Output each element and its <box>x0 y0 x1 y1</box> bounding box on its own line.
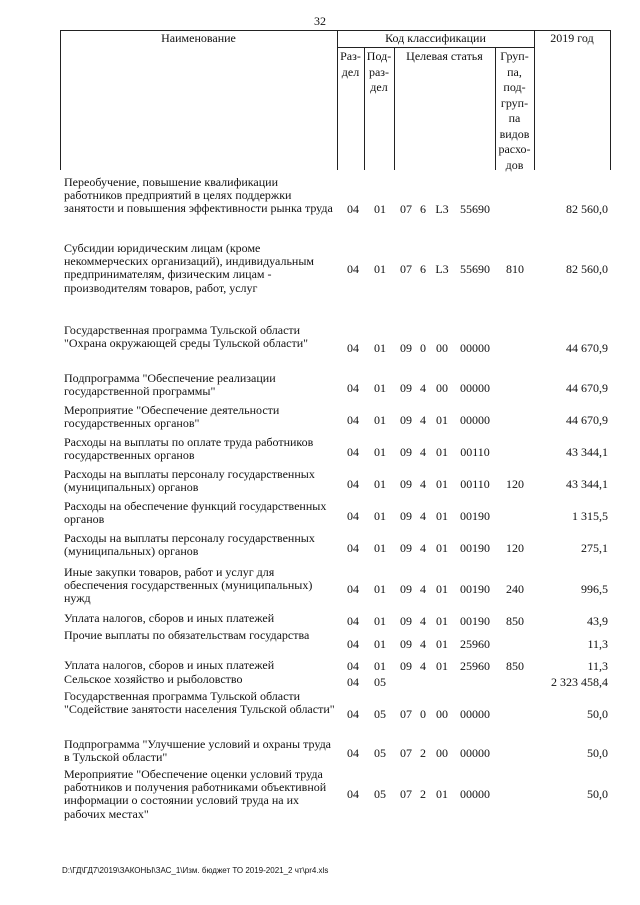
row-code-pr: 05 <box>374 675 386 689</box>
table-row <box>60 532 620 564</box>
row-sum-2019: 2 323 458,4 <box>551 675 608 689</box>
row-code-cs2: 2 <box>420 787 426 801</box>
table-row <box>60 242 620 296</box>
row-code-rz: 04 <box>347 381 359 395</box>
table-row <box>60 566 620 612</box>
row-code-cs2: 4 <box>420 477 426 491</box>
row-code-cs4: 00000 <box>460 413 490 427</box>
row-code-pr: 01 <box>374 445 386 459</box>
row-code-pr: 05 <box>374 707 386 721</box>
row-sum-2019: 1 315,5 <box>572 509 608 523</box>
row-code-cs1: 09 <box>400 582 412 596</box>
row-sum-2019: 11,3 <box>587 637 608 651</box>
row-code-cs2: 4 <box>420 614 426 628</box>
row-code-rz: 04 <box>347 787 359 801</box>
row-code-cs3: 01 <box>436 541 448 555</box>
row-code-rz: 04 <box>347 659 359 673</box>
row-code-cs2: 4 <box>420 659 426 673</box>
row-code-pr: 01 <box>374 509 386 523</box>
row-code-pr: 01 <box>374 413 386 427</box>
table-row <box>60 738 620 768</box>
row-code-cs4: 00000 <box>460 341 490 355</box>
table-row <box>60 690 620 738</box>
row-name: Уплата налогов, сборов и иных платежей <box>64 658 275 672</box>
row-code-rz: 04 <box>347 477 359 491</box>
row-code-cs1: 09 <box>400 614 412 628</box>
row-code-cs1: 09 <box>400 341 412 355</box>
row-code-rz: 04 <box>347 413 359 427</box>
row-code-pr: 01 <box>374 614 386 628</box>
row-name: Мероприятие "Обеспечение оценки условий труда работников и получения работниками объективной информации о состоянии условий труда на их рабочих местах" <box>64 767 327 821</box>
row-name: Переобучение, повышение квалификации работников предприятий в целях поддержки занятости и повышения эффективности рынка труда <box>64 175 333 216</box>
row-sum-2019: 82 560,0 <box>566 262 608 276</box>
row-code-pr: 01 <box>374 341 386 355</box>
row-sum-2019: 44 670,9 <box>566 413 608 427</box>
row-sum-2019: 50,0 <box>587 787 608 801</box>
row-code-pr: 01 <box>374 582 386 596</box>
row-code-cs4: 25960 <box>460 659 490 673</box>
row-code-cs2: 4 <box>420 381 426 395</box>
row-code-cs3: L3 <box>435 262 449 276</box>
row-code-rz: 04 <box>347 675 359 689</box>
row-code-cs4: 00190 <box>460 614 490 628</box>
row-code-cs4: 00000 <box>460 381 490 395</box>
row-code-cs1: 07 <box>400 707 412 721</box>
row-name: Расходы на обеспечение функций государственных органов <box>64 499 327 527</box>
row-code-rz: 04 <box>347 262 359 276</box>
row-code-rz: 04 <box>347 202 359 216</box>
table-row <box>60 436 620 468</box>
row-code-cs3: 00 <box>436 746 448 760</box>
row-code-pr: 01 <box>374 637 386 651</box>
header-name: Наименование <box>161 31 236 45</box>
row-code-cs2: 4 <box>420 582 426 596</box>
table-row <box>60 468 620 500</box>
row-code-cs4: 00110 <box>460 445 490 459</box>
row-sum-2019: 44 670,9 <box>566 341 608 355</box>
row-name: Сельское хозяйство и рыболовство <box>64 672 243 686</box>
row-code-cs4: 55690 <box>460 262 490 276</box>
table-row <box>60 372 620 404</box>
table-header <box>60 30 611 170</box>
row-code-cs3: 01 <box>436 413 448 427</box>
row-code-vr: 120 <box>506 477 524 491</box>
row-code-cs3: 01 <box>436 659 448 673</box>
row-code-rz: 04 <box>347 541 359 555</box>
table-row <box>60 768 620 820</box>
row-code-cs2: 6 <box>420 262 426 276</box>
header-classification: Код классификации <box>385 31 486 45</box>
row-code-cs1: 07 <box>400 202 412 216</box>
row-code-cs4: 00000 <box>460 787 490 801</box>
row-name: Расходы на выплаты по оплате труда работников государственных органов <box>64 435 314 463</box>
row-code-vr: 850 <box>506 614 524 628</box>
row-code-vr: 810 <box>506 262 524 276</box>
row-code-cs1: 09 <box>400 659 412 673</box>
row-code-cs1: 09 <box>400 541 412 555</box>
row-code-cs3: 01 <box>436 477 448 491</box>
row-code-rz: 04 <box>347 582 359 596</box>
row-code-cs3: 01 <box>436 582 448 596</box>
row-code-pr: 01 <box>374 262 386 276</box>
row-sum-2019: 44 670,9 <box>566 381 608 395</box>
row-name: Уплата налогов, сборов и иных платежей <box>64 611 275 625</box>
row-sum-2019: 43 344,1 <box>566 477 608 491</box>
row-code-cs1: 09 <box>400 413 412 427</box>
row-code-cs4: 00110 <box>460 477 490 491</box>
row-code-pr: 01 <box>374 541 386 555</box>
header-podrazdel: Под- раз- дел <box>366 49 392 94</box>
table-row <box>60 659 620 673</box>
row-code-cs2: 6 <box>420 202 426 216</box>
row-name: Государственная программа Тульской области "Содействие занятости населения Тульской области" <box>64 689 335 717</box>
header-year: 2019 год <box>550 31 594 45</box>
row-sum-2019: 11,3 <box>587 659 608 673</box>
row-name: Прочие выплаты по обязательствам государства <box>64 628 310 642</box>
row-sum-2019: 43,9 <box>587 614 608 628</box>
row-code-cs1: 09 <box>400 509 412 523</box>
row-code-cs1: 09 <box>400 477 412 491</box>
row-code-cs1: 09 <box>400 637 412 651</box>
row-code-cs3: 01 <box>436 509 448 523</box>
row-name: Государственная программа Тульской области "Охрана окружающей среды Тульской области" <box>64 323 309 351</box>
row-code-cs1: 07 <box>400 262 412 276</box>
row-code-pr: 05 <box>374 787 386 801</box>
row-code-pr: 01 <box>374 477 386 491</box>
row-code-cs3: 01 <box>436 787 448 801</box>
row-name: Иные закупки товаров, работ и услуг для обеспечения государственных (муниципальных) нужд <box>64 565 313 606</box>
row-code-cs2: 2 <box>420 746 426 760</box>
table-row <box>60 404 620 436</box>
row-code-cs1: 09 <box>400 381 412 395</box>
table-row <box>60 324 620 372</box>
row-code-cs3: 01 <box>436 445 448 459</box>
row-name: Подпрограмма "Улучшение условий и охраны труда в Тульской области" <box>64 737 331 765</box>
row-code-cs4: 00190 <box>460 509 490 523</box>
row-name: Подпрограмма "Обеспечение реализации государственной программы" <box>64 371 276 399</box>
row-code-rz: 04 <box>347 341 359 355</box>
row-code-cs2: 4 <box>420 541 426 555</box>
row-sum-2019: 50,0 <box>587 707 608 721</box>
row-code-cs1: 07 <box>400 787 412 801</box>
row-code-cs3: L3 <box>435 202 449 216</box>
table-row <box>60 629 620 659</box>
row-code-rz: 04 <box>347 746 359 760</box>
row-sum-2019: 996,5 <box>581 582 608 596</box>
row-code-cs2: 4 <box>420 509 426 523</box>
row-code-cs4: 00000 <box>460 707 490 721</box>
row-sum-2019: 275,1 <box>581 541 608 555</box>
row-code-rz: 04 <box>347 614 359 628</box>
row-code-cs4: 00190 <box>460 582 490 596</box>
row-code-vr: 240 <box>506 582 524 596</box>
row-code-cs3: 00 <box>436 381 448 395</box>
row-code-cs1: 09 <box>400 445 412 459</box>
row-code-rz: 04 <box>347 445 359 459</box>
row-code-pr: 01 <box>374 381 386 395</box>
row-name: Расходы на выплаты персоналу государственных (муниципальных) органов <box>64 467 315 495</box>
row-code-cs3: 00 <box>436 341 448 355</box>
row-name: Субсидии юридическим лицам (кроме некоммерческих организаций), индивидуальным предпринимателям, физическим лицам - производителям товаров, работ, услуг <box>64 241 314 295</box>
row-code-rz: 04 <box>347 707 359 721</box>
row-code-vr: 120 <box>506 541 524 555</box>
row-code-cs4: 00190 <box>460 541 490 555</box>
row-sum-2019: 82 560,0 <box>566 202 608 216</box>
table-row <box>60 500 620 532</box>
row-code-cs2: 4 <box>420 445 426 459</box>
row-code-cs3: 00 <box>436 707 448 721</box>
row-sum-2019: 43 344,1 <box>566 445 608 459</box>
row-code-cs1: 07 <box>400 746 412 760</box>
row-code-rz: 04 <box>347 509 359 523</box>
row-name: Расходы на выплаты персоналу государственных (муниципальных) органов <box>64 531 315 559</box>
row-code-cs2: 0 <box>420 341 426 355</box>
row-sum-2019: 50,0 <box>587 746 608 760</box>
row-code-cs3: 01 <box>436 637 448 651</box>
table-row <box>60 612 620 629</box>
row-code-cs2: 0 <box>420 707 426 721</box>
row-code-pr: 01 <box>374 202 386 216</box>
header-razdel: Раз- дел <box>340 49 361 79</box>
row-code-cs3: 01 <box>436 614 448 628</box>
row-code-cs4: 00000 <box>460 746 490 760</box>
file-path-footer: D:\ГД\ГД7\2019\ЗАКОНЫ\ЗАС_1\Изм. бюджет ТО 2019-2021_2 чт\pr4.xls <box>62 866 329 875</box>
page-number: 32 <box>314 14 326 28</box>
table-row <box>60 176 620 242</box>
table-row <box>60 673 620 690</box>
row-code-cs2: 4 <box>420 413 426 427</box>
row-code-rz: 04 <box>347 637 359 651</box>
row-code-pr: 05 <box>374 746 386 760</box>
header-group: Груп- па, под- груп- па видов расхо- дов <box>498 49 531 172</box>
header-target: Целевая статья <box>406 49 483 63</box>
row-code-cs4: 25960 <box>460 637 490 651</box>
row-code-cs2: 4 <box>420 637 426 651</box>
row-code-cs4: 55690 <box>460 202 490 216</box>
row-name: Мероприятие "Обеспечение деятельности государственных органов" <box>64 403 280 431</box>
row-code-vr: 850 <box>506 659 524 673</box>
row-code-pr: 01 <box>374 659 386 673</box>
